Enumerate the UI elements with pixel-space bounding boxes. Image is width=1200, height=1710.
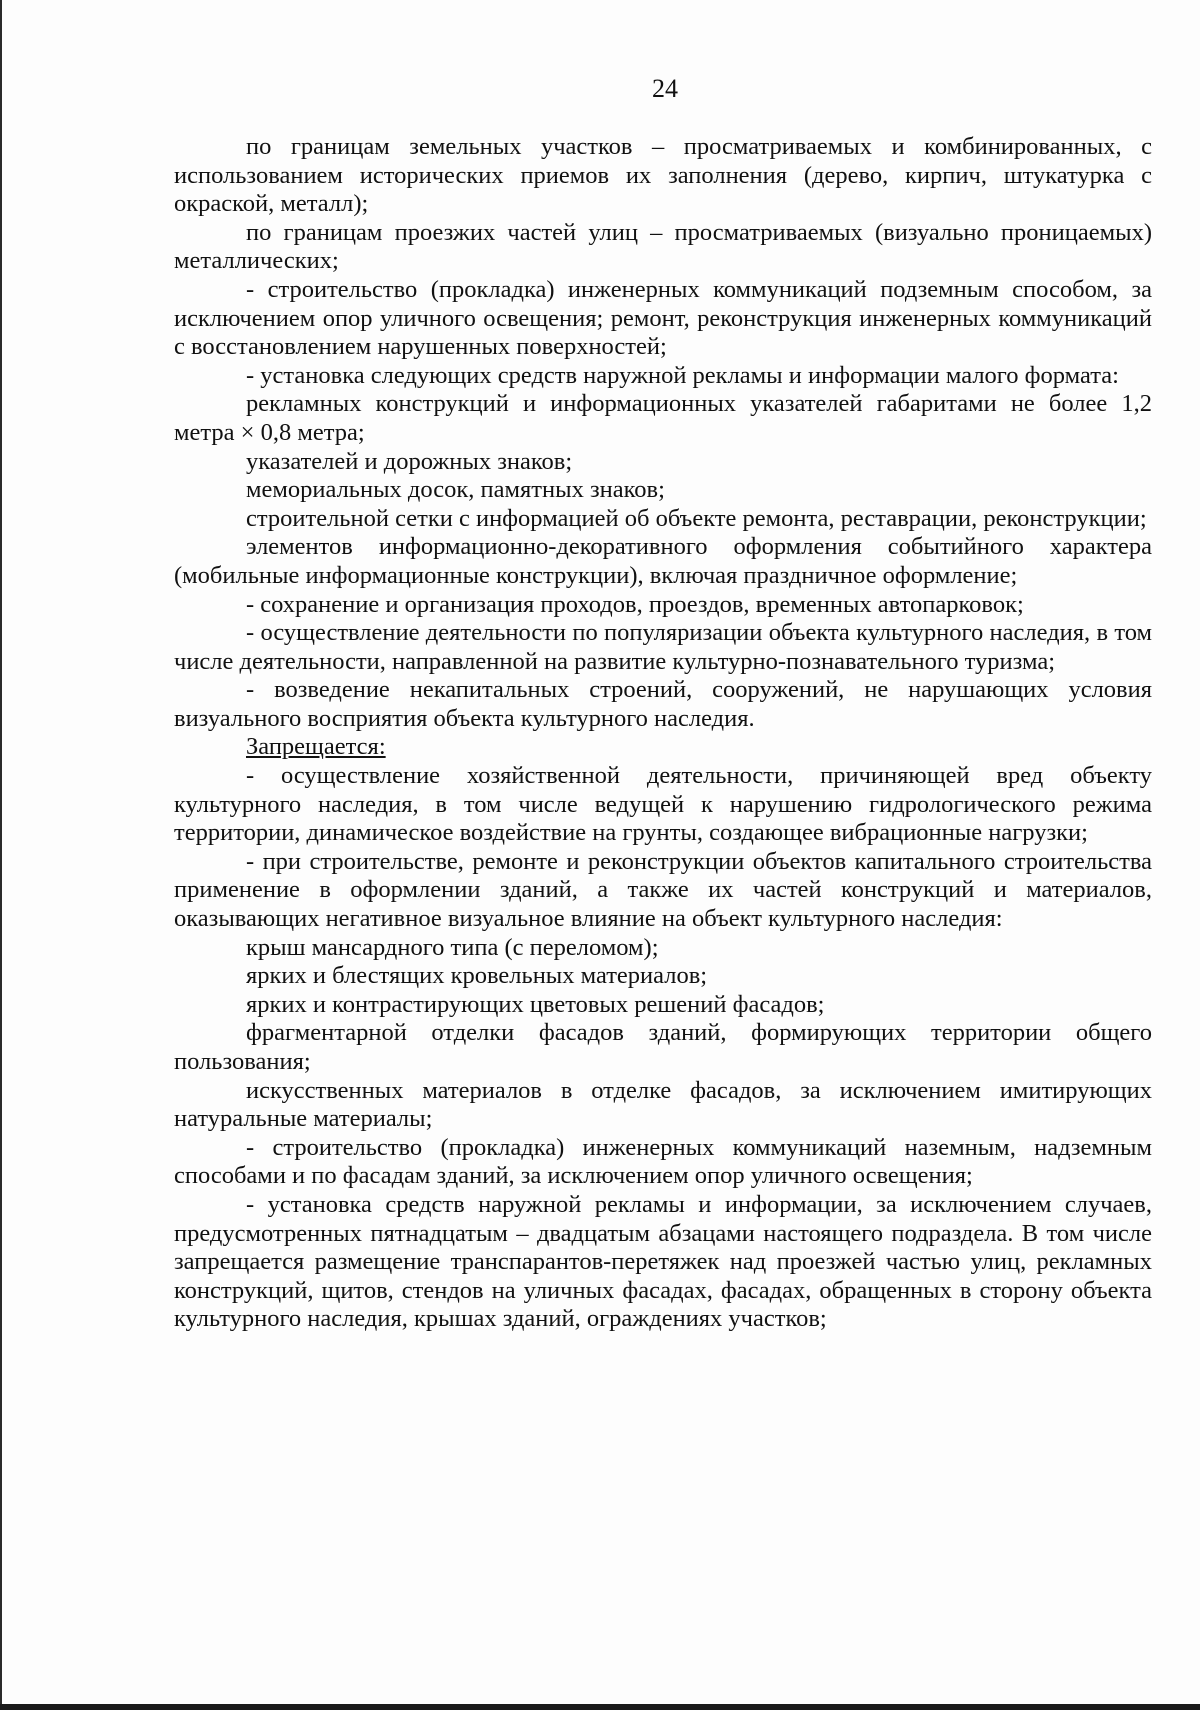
prohibited-heading: Запрещается:: [246, 733, 386, 761]
paragraph-artificial-materials: искусственных материалов в отделке фасадов, за исключением имитирующих натуральные материалы;: [174, 1076, 1152, 1133]
paragraph-popularization: - осуществление деятельности по популяризации объекта культурного наследия, в том числе деятельности, направленной на развитие культурно-познавательного туризма;: [174, 619, 1152, 675]
paragraph-fragmentary-finishing: фрагментарной отделки фасадов зданий, формирующих территории общего пользования;: [174, 1019, 1152, 1075]
paragraph-street-boundaries: по границам проезжих частей улиц – просматриваемых (визуально проницаемых) металлических;: [174, 218, 1152, 275]
paragraph-temporary-structures: - возведение некапитальных строений, сооружений, не нарушающих условия визуального восприятия объекта культурного наследия.: [174, 676, 1152, 732]
paragraph-decorative-elements: элементов информационно-декоративного оформления событийного характера (мобильные информационные конструкции), включая праздничное оформление;: [174, 533, 1152, 589]
scan-bottom-border: [0, 1704, 1200, 1710]
paragraph-road-signs: указателей и дорожных знаков;: [246, 447, 573, 475]
paragraph-land-boundaries: по границам земельных участков – просматриваемых и комбинированных, с использованием исторических приемов их заполнения (дерево, кирпич, штукатурка с окраской, металл);: [174, 133, 1152, 218]
paragraph-advertising-ban: - установка средств наружной рекламы и информации, за исключением случаев, предусмотренных пятнадцатым – двадцатым абзацами настоящего подраздела. В том числе запрещается размещение транспарантов-перетяжек над проезжей частью улиц, рекламных конструкций, щитов, стендов на уличных фасадах, фасадах, обращенных в сторону объекта культурного наследия, крышах зданий, ограждениях участков;: [174, 1190, 1152, 1333]
paragraph-construction-mesh: строительной сетки с информацией об объекте ремонта, реставрации, реконструкции;: [246, 504, 1147, 532]
paragraph-contrasting-colors: ярких и контрастирующих цветовых решений фасадов;: [246, 990, 825, 1018]
paragraph-mansard-roofs: крыш мансардного типа (с переломом);: [246, 933, 659, 961]
paragraph-overground-utilities: - строительство (прокладка) инженерных коммуникаций наземным, надземным способами и по фасадам зданий, за исключением опор уличного освещения;: [174, 1133, 1152, 1190]
document-body: [174, 133, 1152, 1334]
paragraph-ad-structures: рекламных конструкций и информационных указателей габаритами не более 1,2 метра × 0,8 метра;: [174, 390, 1152, 446]
paragraph-memorial-plaques: мемориальных досок, памятных знаков;: [246, 476, 665, 504]
page-number: 24: [652, 74, 678, 103]
paragraph-prohibited-heading: [174, 733, 1152, 762]
paragraph-passages: - сохранение и организация проходов, проездов, временных автопарковок;: [246, 590, 1024, 618]
paragraph-shiny-roofing: ярких и блестящих кровельных материалов;: [246, 962, 708, 990]
paragraph-small-advertising: - установка следующих средств наружной рекламы и информации малого формата:: [246, 361, 1119, 389]
scan-left-border: [0, 0, 2, 1710]
paragraph-construction-materials: - при строительстве, ремонте и реконструкции объектов капитального строительства применение в оформлении зданий, а также их частей конструкций и материалов, оказывающих негативное визуальное влияние на объект культурного наследия:: [174, 847, 1152, 933]
paragraph-underground-utilities: - строительство (прокладка) инженерных коммуникаций подземным способом, за исключением опор уличного освещения; ремонт, реконструкция инженерных коммуникаций с восстановлением нарушенных поверхностей;: [174, 275, 1152, 361]
paragraph-economic-activity: - осуществление хозяйственной деятельности, причиняющей вред объекту культурного наследия, в том числе ведущей к нарушению гидрологического режима территории, динамическое воздействие на грунты, создающее вибрационные нагрузки;: [174, 762, 1152, 847]
